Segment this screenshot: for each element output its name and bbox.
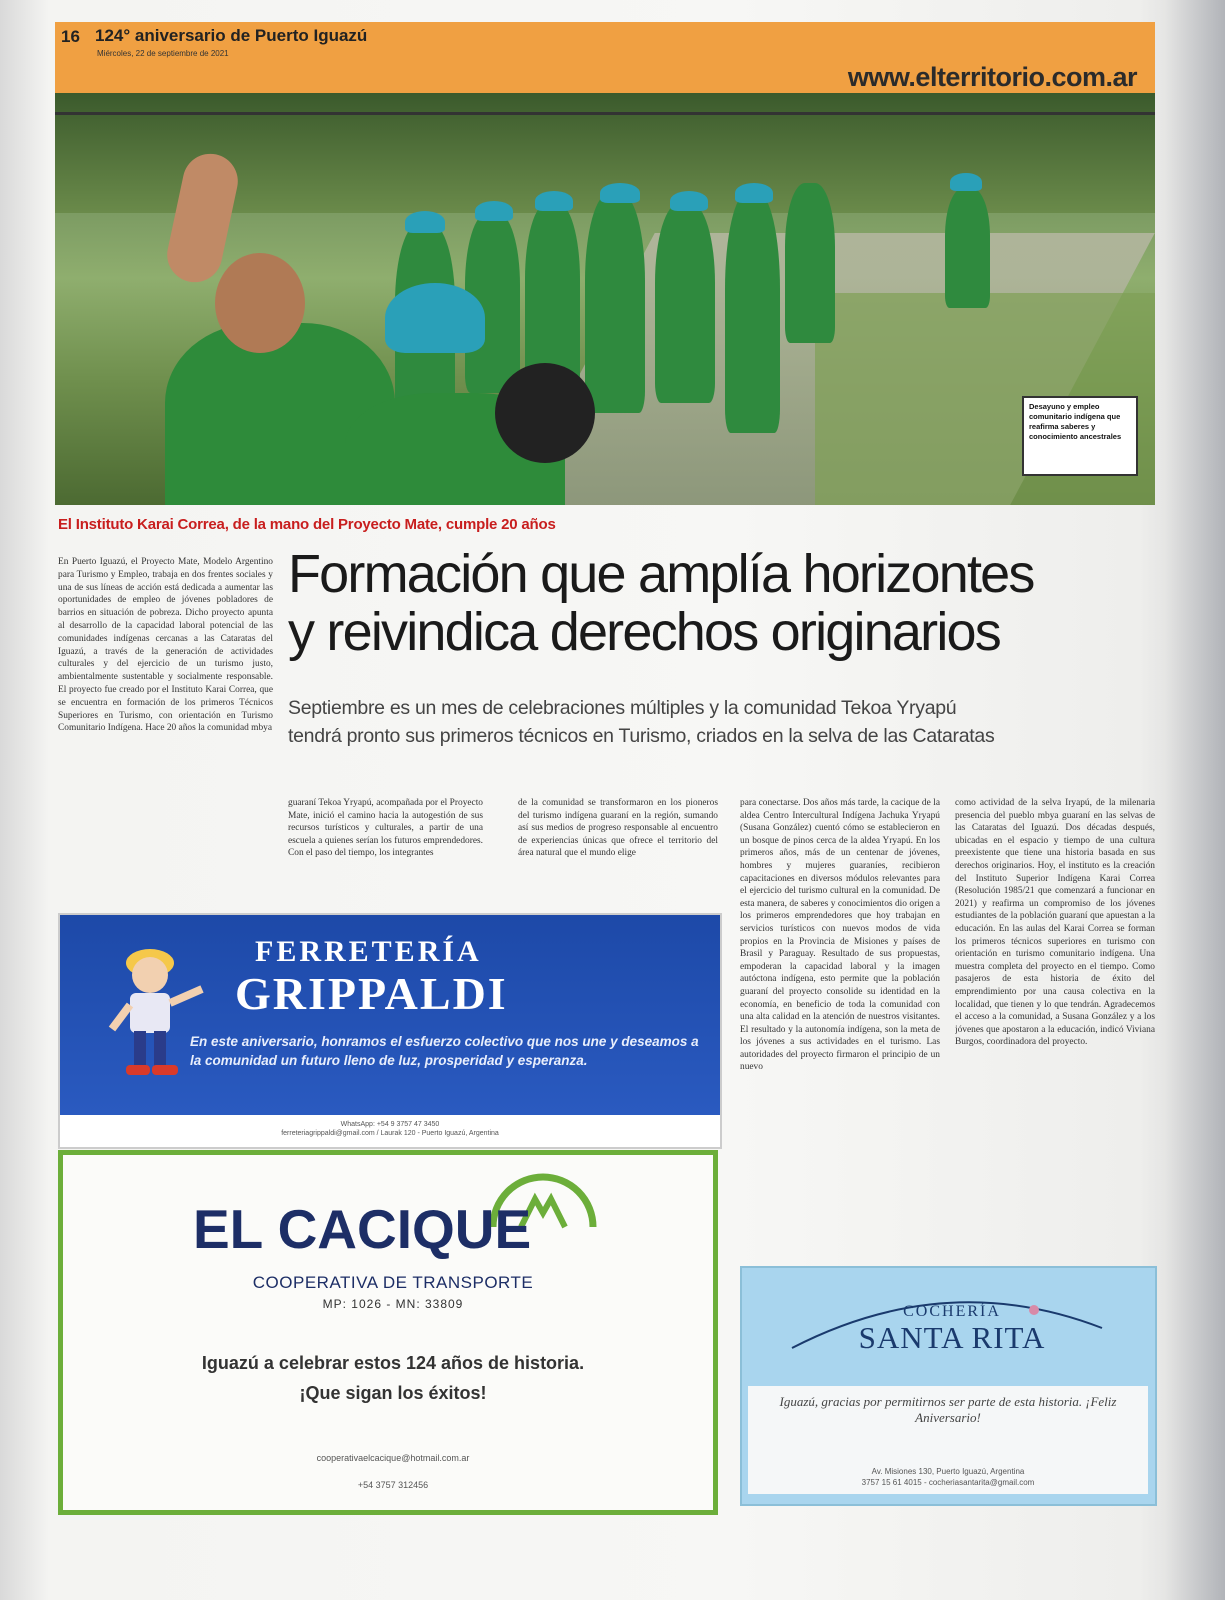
photo-caption: Desayuno y empleo comunitario indígena que reafirma saberes y conocimiento ancestrales [1022, 396, 1138, 476]
feature-photo [55, 93, 1155, 505]
article-headline: Formación que amplía horizontes y reivindica derechos originarios [288, 544, 1034, 662]
santarita-line2: SANTA RITA [858, 1320, 1046, 1355]
lead-column: En Puerto Iguazú, el Proyecto Mate, Modelo Argentino para Turismo y Empleo, trabaja en dos frentes sociales y una de sus líneas de acción está dedicada a aumentar las oportunidades de empleo de jóvenes pobladores de barrios en situación de pobreza. Dicho proyecto apunta al desarrollo de la capacidad laboral potencial de las comunidades indígenas cercanas a las Cataratas del Iguazú, a través de la generación de actividades culturales y del ejercicio de un turismo justo, ambientalmente sustentable y socialmente responsable. El proyecto fue creado por el Instituto Karai Correa, que se encuentra en formación de los primeros Técnicos Superiores en Turismo, con orientación en Turismo Comunitario Indígena. Hace 20 años la comunidad mbya [58, 557, 273, 734]
cacique-registration: MP: 1026 - MN: 33809 [322, 1297, 464, 1311]
cacique-message-1: Iguazú a celebrar estos 124 años de historia. [201, 1353, 585, 1373]
page-number: 16 [61, 27, 80, 46]
cacique-message-2: ¡Que sigan los éxitos! [299, 1383, 487, 1403]
issue-date: Miércoles, 22 de septiembre de 2021 [97, 49, 229, 58]
body-column-2: guaraní Tekoa Yryapú, acompañada por el Proyecto Mate, inició el camino hacia la autogestión de sus recursos turísticos y culturales, a partir de una escuela a quienes serían los futuros emprendedores. Con el paso del tiempo, los integrantes [288, 798, 483, 859]
grippaldi-line1: FERRETERÍA [255, 935, 482, 968]
header-rule [55, 112, 1155, 115]
cacique-phone: +54 3757 312456 [357, 1480, 429, 1490]
grippaldi-line2: GRIPPALDI [235, 968, 508, 1019]
santarita-line1: COCHERÍA [903, 1303, 1001, 1320]
ad-ferreteria-grippaldi[interactable] [58, 913, 722, 1149]
grippaldi-footer: WhatsApp: +54 9 3757 47 3450 ferreteriagrippaldi@gmail.com / Laurak 120 - Puerto Iguazú, Argentina [281, 1121, 499, 1137]
body-column-5: como actividad de la selva Iryapú, de la milenaria presencia del pueblo mbya guaraní en las selvas de las Cataratas del Iguazú. Dos décadas después, ubicadas en el espacio y tiempo de una cultura preexistente que tiene una historia basada en sus derechos originarios. Hoy, el instituto es la creación del Instituto Superior Indígena Karai Correa (Resolución 1985/21 que comenzará a funcionar en 2021) y reafirma un compromiso de los jóvenes estudiantes de la población guaraní que apuestan a la educación. En las aulas del Karai Correa se forman los primeros técnicos superiores en turismo con orientación en turismo comunitario indígena. Una muestra completa del proyecto en el tiempo. Como pasajeros de esta historia de éxito del emprendimiento por una causa colectiva en la localidad, que tienen y lo que tendrán. Agradecemos el acceso a la comunidad, a Susana González y a los jóvenes que apostaron a la educación, indicó Viviana Burgos, coordinadora del proyecto. [955, 798, 1155, 1048]
grippaldi-message: En este aniversario, honramos el esfuerzo colectivo que nos une y deseamos a la comunidad un futuro lleno de luz, prosperidad y esperanza. [190, 1034, 699, 1068]
ad-el-cacique[interactable] [58, 1150, 718, 1515]
santarita-footer: Av. Misiones 130, Puerto Iguazú, Argentina 3757 15 61 4015 - cocheriasantarita@gmail.com [861, 1467, 1035, 1487]
website-url[interactable]: www.elterritorio.com.ar [847, 62, 1137, 92]
body-column-4: para conectarse. Dos años más tarde, la cacique de la aldea Centro Intercultural Indígena Jachuka Yryapú (Susana González) cuentó cómo se establecieron en un bosque de pinos cerca de la aldea Yryapú. En los primeros años, más de un centenar de jóvenes, hombres y mujeres guaraníes, recibieron capacitaciones en diversos módulos relevantes para el ejercicio del turismo cultural en la comunidad. De esta manera, de saberes y conocimientos dio origen a los primeros emprendedores que hoy trabajan en servicios turísticos con nuevos modos de vida propios en la Provincia de Misiones y países de Brasil y Paraguay. Resultado de sus propuestas, empoderan la capacidad laboral y la imagen autóctona indígena, esto permite que la población guaraní del proyecto consolide su identidad en la economía, en beneficio de toda la comunidad con una alta calidad en la atención de nuestros visitantes. El resultado y la autonomía indígena, son la meta de los jóvenes a sus actividades en el turismo. Las autoridades del proyecto firmaron el principio de un nuevo [740, 798, 940, 1073]
article-kicker: El Instituto Karai Correa, de la mano del Proyecto Mate, cumple 20 años [58, 516, 556, 533]
body-column-3: de la comunidad se transformaron en los pioneros del turismo indígena guaraní en la región, sumando así sus medios de progreso responsable al encuentro de experiencias únicas que ofrece el territorio del área natural que el mundo elige [518, 798, 718, 859]
cacique-email: cooperativaelcacique@hotmail.com.ar [316, 1453, 470, 1463]
cacique-logo: EL CACIQUE [193, 1198, 532, 1260]
ad-cocheria-santa-rita[interactable] [740, 1266, 1157, 1506]
section-title: 124° aniversario de Puerto Iguazú [95, 26, 368, 45]
article-deck: Septiembre es un mes de celebraciones múltiples y la comunidad Tekoa Yryapú tendrá pronto sus primeros técnicos en Turismo, criados en la selva de las Cataratas [288, 697, 995, 747]
santarita-message: Iguazú, gracias por permitirnos ser parte de esta historia. ¡Feliz Aniversario! [779, 1394, 1117, 1425]
cacique-subtitle: COOPERATIVA DE TRANSPORTE [252, 1273, 534, 1292]
